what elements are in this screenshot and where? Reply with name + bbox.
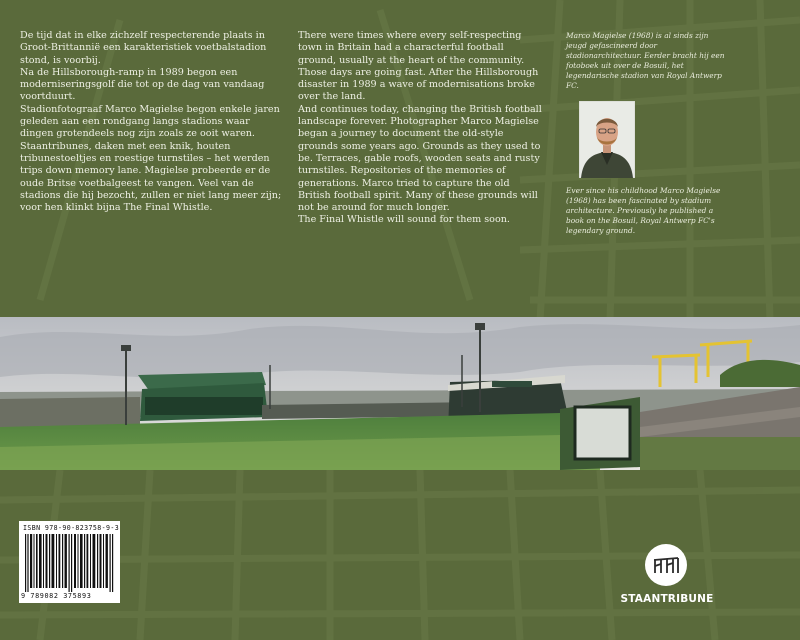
author-bio-dutch: Marco Magielse (1968) is al sinds zijn jeugd gefascineerd door stadionarchitectuur. Eerder bracht hij een fotoboek uit over de Bosuil, het legendarische stadion van Royal Antwerp FC.	[566, 31, 725, 90]
english-paragraph-1: There were times where every self-respecting town in Britain had a characterful football ground, usually at the heart of the community. Those days are going fast. After the Hillsborough disaster in 1989 a wave of modernisations broke over the land.	[298, 30, 539, 103]
english-paragraph-3: The Final Whistle will sound for them soon.	[298, 214, 510, 226]
english-description	[298, 30, 543, 227]
dutch-paragraph-1: De tijd dat in elke zichzelf respecterende plaats in Groot-Brittannië een karakteristiek voetbalstadion stond, is voorbij.	[20, 30, 267, 66]
author-bio-english: Ever since his childhood Marco Magielse (1968) has been fascinated by stadium architecture. Previously he published a book on the Bosuil, Royal Antwerp FC's legendary ground.	[566, 186, 721, 235]
stadium-panorama-photo	[0, 317, 800, 470]
dutch-paragraph-3: Stadionfotograaf Marco Magielse begon enkele jaren geleden aan een rondgang langs stadions waar dingen grotendeels nog zijn zoals ze ooit waren. Staantribunes, daken met een knik, houten tribunestoeltjes en roestige turnstiles – het werden trips down memory lane. Magielse probeerde er de oude Britse voetbalgeest te vangen. Veel van de stadions die hij bezocht, zullen er niet lang meer zijn; voor hen klinkt bijna The Final Whistle.	[20, 103, 282, 214]
publisher-name: STAANTRIBUNE	[620, 593, 714, 605]
dutch-description	[20, 30, 282, 214]
isbn-number: ISBN 978-90-823758-9-3	[23, 524, 120, 532]
isbn-barcode	[19, 521, 120, 603]
dutch-paragraph-2: Na de Hillsborough-ramp in 1989 begon een moderniseringsgolf die tot op de dag van vandaag voortduurt.	[20, 66, 265, 103]
author-portrait-photo	[579, 101, 635, 178]
barcode-bars	[25, 534, 115, 592]
staantribune-logo-icon	[644, 543, 688, 587]
english-paragraph-2: And continues today, changing the British football landscape forever. Photographer Marco Magielse began a journey to document the old-style grounds some years ago. Grounds as they used to be. Terraces, gable roofs, wooden seats and rusty turnstiles. Repositories of the memories of generations. Marco tried to capture the old British football spirit. Many of these grounds will not be around for much longer.	[298, 103, 542, 214]
barcode-digits: 9 789082 375893	[21, 592, 92, 600]
